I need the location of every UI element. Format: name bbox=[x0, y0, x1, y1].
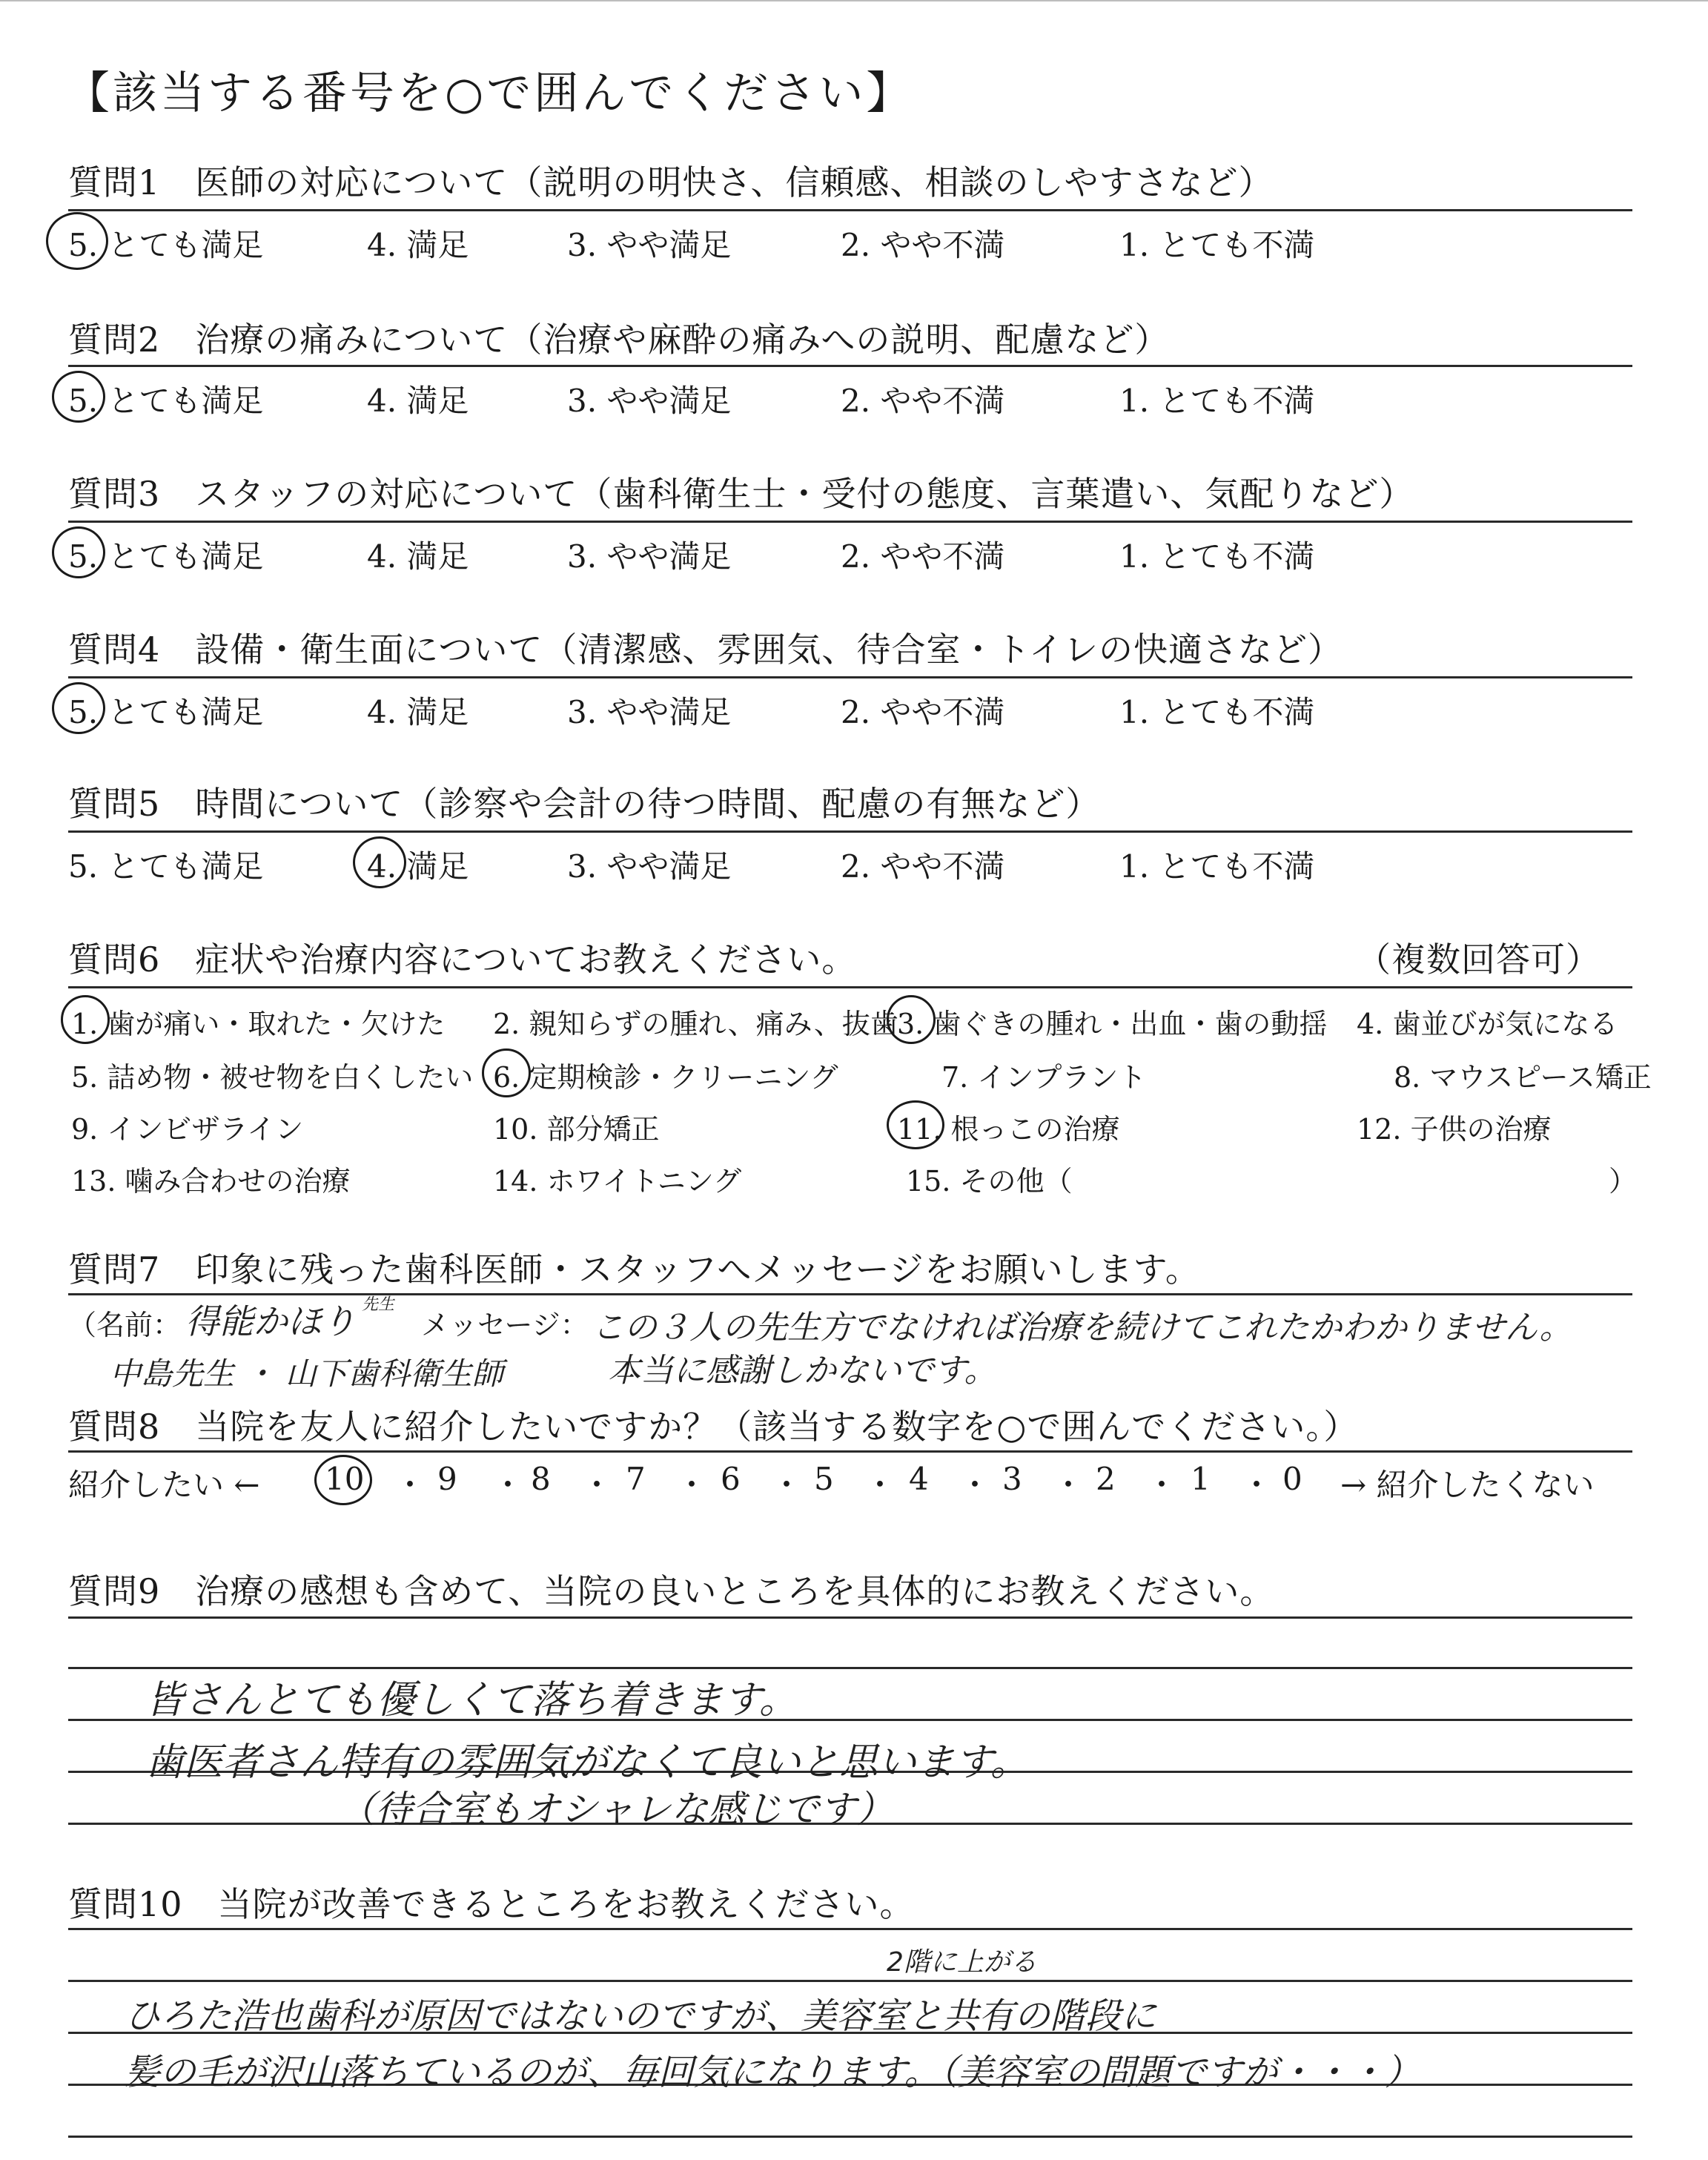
q3-option-3[interactable]: 3. やや満足 bbox=[567, 538, 732, 575]
q4-option-5[interactable]: 5. とても満足 bbox=[68, 694, 264, 730]
q7-name-handwritten-1: 得能かほり bbox=[185, 1301, 356, 1341]
scan-edge bbox=[0, 0, 1708, 16]
q1-option-3[interactable]: 3. やや満足 bbox=[567, 227, 732, 263]
q9-rule-1 bbox=[68, 1616, 1632, 1619]
q6-option-11[interactable]: 11. 根っこの治療 bbox=[897, 1113, 1120, 1146]
q7-message-label: メッセージ： bbox=[421, 1309, 589, 1341]
q2-rule bbox=[68, 365, 1632, 367]
q8-number-9[interactable]: 9 bbox=[437, 1461, 457, 1497]
q7-name-handwritten-sup: 先生 bbox=[362, 1295, 395, 1314]
q8-separator: ・ bbox=[676, 1467, 708, 1503]
q6-rule bbox=[68, 986, 1632, 988]
q1-option-2[interactable]: 2. やや不満 bbox=[841, 227, 1005, 263]
q6-option-6[interactable]: 6. 定期検診・クリーニング bbox=[493, 1061, 838, 1094]
q8-number-10[interactable]: 10 bbox=[325, 1461, 365, 1497]
q9-handwritten-1: 皆さんとても優しくて落ち着きます。 bbox=[145, 1678, 798, 1723]
q6-circle-1 bbox=[61, 995, 110, 1044]
q7-message-handwritten-1: この３人の先生方でなければ治療を続けてこれたかわかりません。 bbox=[592, 1309, 1572, 1347]
q4-option-3[interactable]: 3. やや満足 bbox=[567, 694, 732, 730]
q5-rule bbox=[68, 830, 1632, 833]
q1-option-1[interactable]: 1. とても不満 bbox=[1119, 227, 1315, 263]
q8-separator: ・ bbox=[394, 1467, 426, 1503]
q4-heading: 質問4 設備・衛生面について（清潔感、雰囲気、待合室・トイレの快適さなど） bbox=[68, 630, 1343, 670]
q6-option-9[interactable]: 9. インビザライン bbox=[71, 1113, 304, 1146]
q1-selected-circle bbox=[46, 212, 108, 270]
q8-rule bbox=[68, 1450, 1632, 1453]
q8-number-4[interactable]: 4 bbox=[909, 1461, 929, 1497]
q3-option-2[interactable]: 2. やや不満 bbox=[841, 538, 1005, 575]
q6-option-3[interactable]: 3. 歯ぐきの腫れ・出血・歯の動揺 bbox=[897, 1008, 1328, 1040]
q8-separator: ・ bbox=[771, 1467, 803, 1503]
q1-option-4[interactable]: 4. 満足 bbox=[367, 227, 469, 263]
q2-option-4[interactable]: 4. 満足 bbox=[367, 383, 469, 419]
q10-handwritten-insert: 2階に上がる bbox=[887, 1947, 1037, 1978]
q7-name-handwritten-2: 中島先生 ・ 山下歯科衛生師 bbox=[110, 1355, 503, 1392]
q8-number-6[interactable]: 6 bbox=[721, 1461, 741, 1497]
q1-option-5[interactable]: 5. とても満足 bbox=[68, 227, 264, 263]
q6-option-15-close: ） bbox=[1609, 1165, 1638, 1198]
q6-option-2[interactable]: 2. 親知らずの腫れ、痛み、抜歯 bbox=[493, 1008, 898, 1040]
q8-number-0[interactable]: 0 bbox=[1282, 1461, 1302, 1497]
q8-right-label: → 紹介したくない bbox=[1340, 1467, 1595, 1503]
q2-option-3[interactable]: 3. やや満足 bbox=[567, 383, 732, 419]
q4-selected-circle bbox=[52, 682, 105, 734]
q8-separator: ・ bbox=[1241, 1467, 1273, 1503]
q9-handwritten-3: （待合室もオシャレな感じです） bbox=[338, 1788, 893, 1831]
q4-option-4[interactable]: 4. 満足 bbox=[367, 694, 469, 730]
q6-option-13[interactable]: 13. 噛み合わせの治療 bbox=[71, 1165, 351, 1198]
q5-option-3[interactable]: 3. やや満足 bbox=[567, 848, 732, 885]
q8-separator: ・ bbox=[492, 1467, 524, 1503]
q2-option-5[interactable]: 5. とても満足 bbox=[68, 383, 264, 419]
q10-heading: 質問10 当院が改善できるところをお教えください。 bbox=[68, 1884, 915, 1924]
q4-rule bbox=[68, 676, 1632, 678]
q6-option-5[interactable]: 5. 詰め物・被せ物を白くしたい bbox=[71, 1061, 474, 1094]
q7-heading: 質問7 印象に残った歯科医師・スタッフへメッセージをお願いします。 bbox=[68, 1249, 1200, 1289]
q2-option-1[interactable]: 1. とても不満 bbox=[1119, 383, 1315, 419]
q10-handwritten-2: 髪の毛が沢山落ちているのが、毎回気になります。（美容室の問題ですが・・・） bbox=[125, 2052, 1420, 2093]
q6-option-8[interactable]: 8. マウスピース矯正 bbox=[1394, 1061, 1652, 1094]
q6-option-10[interactable]: 10. 部分矯正 bbox=[493, 1113, 660, 1146]
q6-option-1[interactable]: 1. 歯が痛い・取れた・欠けた bbox=[71, 1008, 446, 1040]
q8-number-5[interactable]: 5 bbox=[814, 1461, 834, 1497]
q8-heading: 質問8 当院を友人に紹介したいですか？（該当する数字を○で囲んでください。） bbox=[68, 1407, 1359, 1447]
q3-option-5[interactable]: 5. とても満足 bbox=[68, 538, 264, 575]
q6-option-12[interactable]: 12. 子供の治療 bbox=[1357, 1113, 1552, 1146]
q6-circle-6 bbox=[482, 1048, 531, 1097]
q5-heading: 質問5 時間について（診察や会計の待つ時間、配慮の有無など） bbox=[68, 784, 1101, 824]
q5-option-4[interactable]: 4. 満足 bbox=[367, 848, 469, 885]
q8-number-7[interactable]: 7 bbox=[626, 1461, 646, 1497]
q8-separator: ・ bbox=[1146, 1467, 1178, 1503]
q6-option-7[interactable]: 7. インプラント bbox=[941, 1061, 1147, 1094]
q6-multi-note: （複数回答可） bbox=[1357, 939, 1601, 980]
q1-rule bbox=[68, 209, 1632, 211]
q3-option-4[interactable]: 4. 満足 bbox=[367, 538, 469, 575]
q3-option-1[interactable]: 1. とても不満 bbox=[1119, 538, 1315, 575]
q8-separator: ・ bbox=[1053, 1467, 1085, 1503]
q2-option-2[interactable]: 2. やや不満 bbox=[841, 383, 1005, 419]
q5-selected-circle bbox=[353, 836, 406, 888]
q5-option-2[interactable]: 2. やや不満 bbox=[841, 848, 1005, 885]
q4-option-2[interactable]: 2. やや不満 bbox=[841, 694, 1005, 730]
q3-heading: 質問3 スタッフの対応について（歯科衛生士・受付の態度、言葉遣い、気配りなど） bbox=[68, 474, 1414, 514]
q8-separator: ・ bbox=[864, 1467, 896, 1503]
q2-heading: 質問2 治療の痛みについて（治療や麻酔の痛みへの説明、配慮など） bbox=[68, 320, 1170, 360]
q10-rule-1 bbox=[68, 1928, 1632, 1930]
q10-rule-2 bbox=[68, 1980, 1632, 1982]
q8-separator: ・ bbox=[959, 1467, 991, 1503]
q8-separator: ・ bbox=[581, 1467, 613, 1503]
q6-circle-3 bbox=[887, 995, 936, 1044]
q6-option-14[interactable]: 14. ホワイトニング bbox=[493, 1165, 742, 1198]
q9-handwritten-2: 歯医者さん特有の雰囲気がなくて良いと思います。 bbox=[145, 1740, 1029, 1785]
q5-option-1[interactable]: 1. とても不満 bbox=[1119, 848, 1315, 885]
q8-number-8[interactable]: 8 bbox=[531, 1461, 551, 1497]
q5-option-5[interactable]: 5. とても満足 bbox=[68, 848, 264, 885]
q9-heading: 質問9 治療の感想も含めて、当院の良いところを具体的にお教えください。 bbox=[68, 1571, 1275, 1611]
page-title: 【該当する番号を○で囲んでください】 bbox=[65, 67, 914, 119]
q7-message-handwritten-2: 本当に感謝しかないです。 bbox=[608, 1352, 997, 1390]
q3-selected-circle bbox=[52, 526, 105, 578]
q10-handwritten-1: ひろた浩也歯科が原因ではないのですが、美容室と共有の階段に bbox=[125, 1995, 1157, 2037]
q6-option-4[interactable]: 4. 歯並びが気になる bbox=[1357, 1008, 1618, 1040]
q8-number-2[interactable]: 2 bbox=[1096, 1461, 1116, 1497]
q10-rule-5 bbox=[68, 2136, 1632, 2138]
q7-name-label: （名前： bbox=[68, 1309, 182, 1341]
q6-circle-11 bbox=[887, 1100, 944, 1149]
q8-selected-circle bbox=[314, 1455, 372, 1505]
q8-left-label: 紹介したい ← bbox=[68, 1467, 260, 1503]
q6-heading: 質問6 症状や治療内容についてお教えください。 bbox=[68, 939, 857, 980]
q4-option-1[interactable]: 1. とても不満 bbox=[1119, 694, 1315, 730]
q8-number-1[interactable]: 1 bbox=[1191, 1461, 1211, 1497]
q6-option-15[interactable]: 15. その他（ bbox=[906, 1165, 1073, 1198]
q1-heading: 質問1 医師の対応について（説明の明快さ、信頼感、相談のしやすさなど） bbox=[68, 162, 1274, 202]
q2-selected-circle bbox=[52, 371, 105, 423]
q8-number-3[interactable]: 3 bbox=[1002, 1461, 1022, 1497]
q3-rule bbox=[68, 521, 1632, 523]
